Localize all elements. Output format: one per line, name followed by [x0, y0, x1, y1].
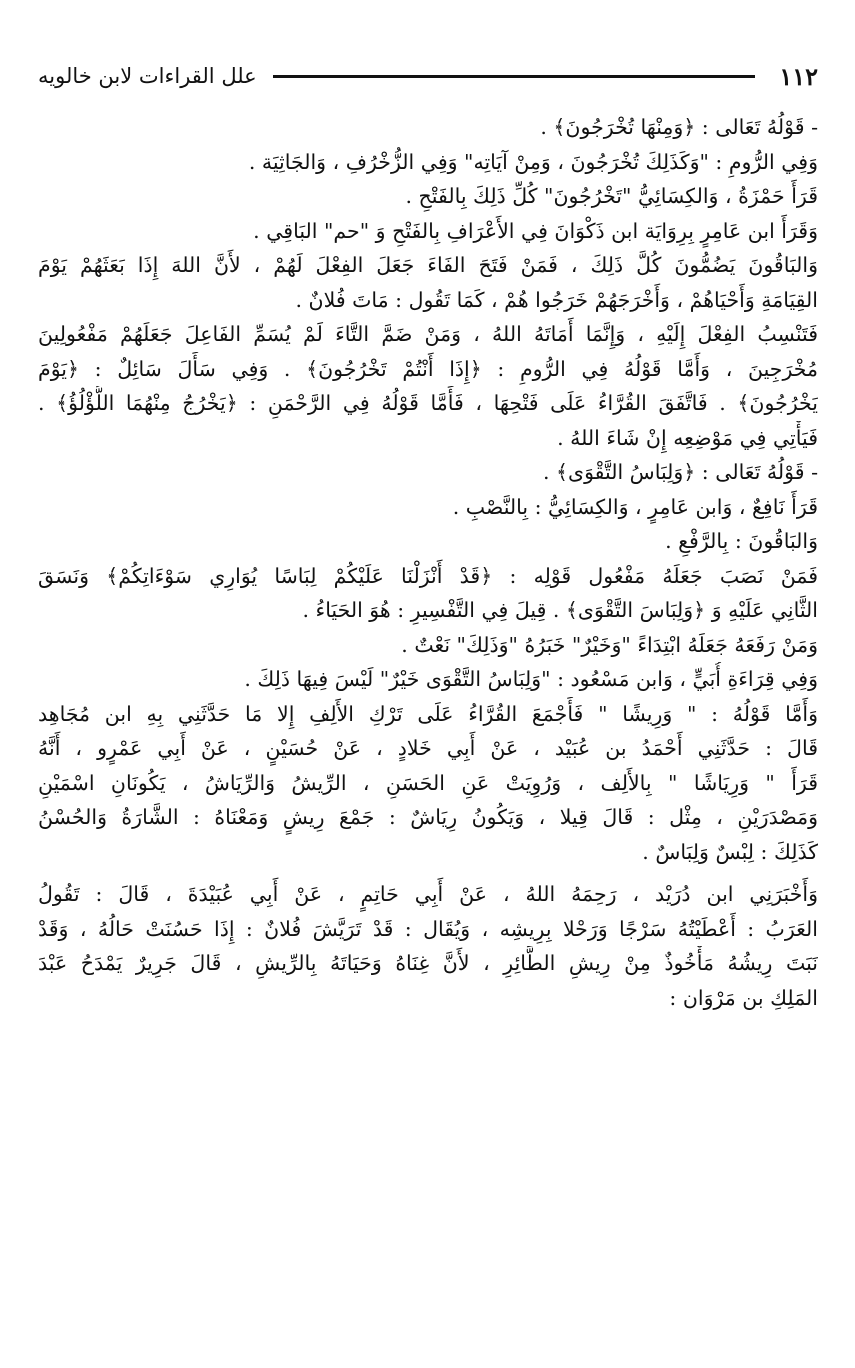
text-line: كَذَلِكَ : لِبْسٌ وَلِبَاسٌ . [642, 839, 818, 864]
text-line: وَالبَاقُونَ : بِالرَّفْعِ . [665, 529, 818, 553]
text-line: - قَوْلُهُ تَعَالى : ﴿وَلِبَاسُ التَّقْوَى﴾ . [542, 460, 818, 484]
text-line: فَيَأْتِي فِي مَوْضِعِه إِنْ شَاءَ اللهُ . [557, 425, 818, 450]
text-line: قَرَأَ نَافِعٌ ، وَابن عَامِرٍ ، وَالكِسَائِيُّ : بِالنَّصْبِ . [452, 494, 818, 519]
text-line: فَتَنْسِبُ الفِعْلَ إِلَيْهِ ، وَإِنَّمَا أَمَاتَهُ اللهُ ، وَمَنْ ضَمَّ التَّاءَ لَمْ يُسَمِّ الفَاعِلَ جَعَلَهُمْ مَفْعُولِينَ [38, 322, 818, 346]
book-page [38, 56, 818, 1346]
text-line: قَالَ : حَدَّثَنِي أَحْمَدُ بن عُبَيْد ، عَنْ أَبِي خَلادٍ ، عَنْ حُسَيْنٍ ، عَنْ أَبِي عَمْرٍو ، أَنَّهُ [38, 736, 818, 760]
page-number: ١١٢ [779, 61, 818, 91]
page-header [38, 56, 818, 96]
running-title: علل القراءات لابن خالويه [38, 64, 257, 88]
text-line: وَأَخْبَرَنِي ابن دُرَيْد ، رَحِمَهُ اللهُ ، عَنْ أَبِي حَاتِمٍ ، عَنْ أَبِي عُبَيْدَةَ ، قَالَ : تَقُولُ [38, 882, 818, 906]
text-line: وَفِي قِرَاءَةِ أُبَيٍّ ، وَابن مَسْعُود : "وَلِبَاسُ التَّقْوَى خَيْرٌ" لَيْسَ فِيهَا ذَلِكَ . [244, 667, 818, 691]
text-line: وَقَرَأَ ابن عَامِرٍ بِرِوَايَة ابن ذَكْوَانَ فِي الأَعْرَافِ بِالفَتْحِ وَ "حم" البَاقِي . [253, 218, 818, 243]
text-line: الثَّانِي عَلَيْهِ وَ ﴿وَلِبَاسَ التَّقْوَى﴾ . قِيلَ فِي التَّفْسِيرِ : هُوَ الحَيَاءُ . [302, 598, 818, 622]
text-line: المَلِكِ بن مَرْوَان : [669, 985, 818, 1010]
text-line: مُخْرَجِينَ ، وَأَمَّا قَوْلُهُ فِي الرُّومِ : ﴿إِذَا أَنْتُمْ تَخْرُجُونَ﴾ . وَفِي سَأَلَ سَائِلٌ : ﴿يَوْمَ [38, 356, 818, 381]
text-line: نَبَتَ رِيشُهُ مَأْخُوذٌ مِنْ رِيشِ الطَّائِرِ ، لأَنَّ غِنَاهُ وَحَيَاتَهُ بِالرِّيشِ ، قَالَ جَرِيرٌ يَمْدَحُ عَبْدَ [38, 951, 818, 975]
text-line: وَفِي الرُّومِ : "وَكَذَلِكَ تُخْرَجُونَ ، وَمِنْ آيَاتِه" وَفِي الزُّخْرُفِ ، وَالجَاثِيَة . [248, 149, 818, 174]
text-line: وَمَنْ رَفَعَهُ جَعَلَهُ ابْتِدَاءً "وَخَيْرٌ" خَبَرُهُ "وَذَلِكَ" نَعْتٌ . [401, 632, 818, 657]
text-line: فَمَنْ نَصَبَ جَعَلَهُ مَفْعُول قَوْلِه : ﴿قَدْ أَنْزَلْنَا عَلَيْكُمْ لِبَاسًا يُوَارِي سَوْءَاتِكُمْ﴾ وَنَسَقَ [38, 563, 818, 588]
text-line: قَرَأَ حَمْزَةُ ، وَالكِسَائِيُّ "تَخْرُجُونَ" كُلِّ ذَلِكَ بِالفَتْحِ . [405, 184, 818, 208]
header-rule [273, 75, 756, 78]
text-line: يَخْرُجُونَ﴾ . فَاتَّفَقَ القُرَّاءُ عَلَى فَتْحِهَا ، فَأَمَّا قَوْلُهُ فِي الرَّحْمَنِ : ﴿يَخْرُجُ مِنْهُمَا اللُّؤْلُؤُ﴾ . [38, 391, 818, 415]
text-line: وَالبَاقُونَ يَضُمُّونَ كُلَّ ذَلِكَ ، فَمَنْ فَتَحَ الفَاءَ جَعَلَ الفِعْلَ لَهُمْ ، لأَنَّ اللهَ إِذَا بَعَثَهُمْ يَوْمَ [38, 253, 818, 277]
page-body [38, 110, 818, 1015]
text-line: وَأَمَّا قَوْلُهُ : " وَرِيشًا " فَأَجْمَعَ القُرَّاءُ عَلَى تَرْكِ الأَلِفِ إِلا مَا حَدَّثَنِي بِهِ ابن مُجَاهِد [38, 701, 818, 726]
paragraph-gap [38, 869, 818, 877]
text-line: وَمَصْدَرَيْنِ ، مِثْل : قَالَ قِيلا ، وَيَكُونُ رِيَاشٌ : جَمْعَ رِيشٍ وَمَعْنَاهُ : الشَّارَةُ وَالحُسْنُ [38, 805, 818, 829]
text-line: القِيَامَةِ وَأَحْيَاهُمْ ، وَأَخْرَجَهُمْ خَرَجُوا هُمْ ، كَمَا تَقُول : مَاتَ فُلانٌ . [295, 287, 818, 312]
text-line: - قَوْلُهُ تَعَالى : ﴿وَمِنْهَا تُخْرَجُونَ﴾ . [540, 115, 818, 139]
text-line: قَرَأَ " وَرِيَاشًا " بِالأَلِف ، وَرُوِيَتْ عَنِ الحَسَنِ ، الرِّيشُ وَالرِّيَاشُ ، يَكُونَانِ اسْمَيْنِ [38, 770, 818, 795]
text-line: العَرَبُ : أَعْطَيْتُهُ سَرْجًا وَرَحْلا بِرِيشِه ، وَيُقَال : قَدْ تَرَيَّشَ فُلانٌ : إِذَا حَسُنَتْ حَالُهُ ، وَقَدْ [38, 916, 818, 941]
